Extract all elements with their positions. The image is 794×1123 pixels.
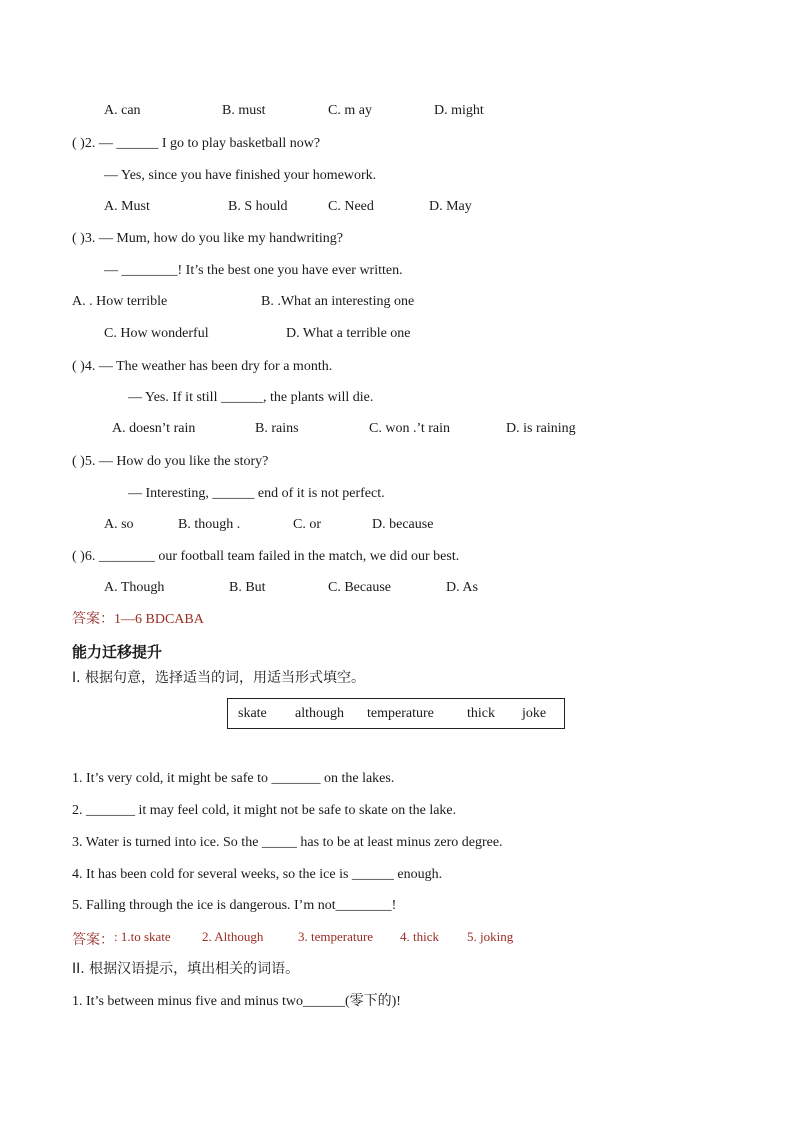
word-although: although [295, 706, 344, 721]
part1-item-5: 5. Falling through the ice is dangerous. I’m not________! [72, 898, 397, 913]
q1-option-a: A. can [104, 103, 141, 118]
part1-answer-label: 答案： [72, 933, 114, 948]
q4-option-d: D. is raining [506, 421, 576, 436]
q4-option-a: A. doesn’t rain [112, 421, 196, 436]
q3-option-c: C. How wonderful [104, 326, 209, 341]
part1-title: I. 根据句意，选择适当的词，用适当形式填空。 [72, 670, 366, 686]
word-thick: thick [467, 706, 495, 721]
q6-option-a: A. Though [104, 580, 165, 595]
q4-reply: — Yes. If it still ______, the plants will die. [128, 390, 374, 405]
q1-option-c: C. m ay [328, 103, 372, 118]
q3-option-d: D. What a terrible one [286, 326, 411, 341]
q3-question: ( )3. — Mum, how do you like my handwriting? [72, 231, 344, 246]
q1-option-b: B. must [222, 103, 266, 118]
q3-option-b: B. .What an interesting one [261, 294, 415, 309]
part1-item-3: 3. Water is turned into ice. So the _____ has to be at least minus zero degree. [72, 835, 503, 850]
part1-item-1: 1. It’s very cold, it might be safe to _______ on the lakes. [72, 771, 395, 786]
q6-question: ( )6. ________ our football team failed in the match, we did our best. [72, 549, 460, 564]
part1-answer-2: 2. Although [202, 929, 264, 944]
q2-option-a: A. Must [104, 199, 150, 214]
q2-option-b: B. S hould [228, 199, 288, 214]
word-joke: joke [522, 706, 547, 721]
q6-option-c: C. Because [328, 580, 391, 595]
q6-option-d: D. As [446, 580, 478, 595]
word-temperature: temperature [367, 706, 434, 721]
word-box [227, 698, 565, 729]
q2-question: ( )2. — ______ I go to play basketball now? [72, 136, 321, 151]
q5-option-d: D. because [372, 517, 434, 532]
q2-option-d: D. May [429, 199, 472, 214]
q6-option-b: B. But [229, 580, 266, 595]
q4-question: ( )4. — The weather has been dry for a month. [72, 359, 333, 374]
q4-option-b: B. rains [255, 421, 299, 436]
q5-option-c: C. or [293, 517, 321, 532]
q5-option-a: A. so [104, 517, 134, 532]
q3-reply: — ________! It’s the best one you have ever written. [104, 263, 403, 278]
q3-option-a: A. . How terrible [72, 294, 168, 309]
part1-answer-5: 5. joking [467, 929, 514, 944]
q5-question: ( )5. — How do you like the story? [72, 454, 269, 469]
word-skate: skate [238, 706, 267, 721]
part2-title: II. 根据汉语提示，填出相关的词语。 [72, 961, 300, 977]
part1-item-2: 2. _______ it may feel cold, it might not be safe to skate on the lake. [72, 803, 457, 818]
part1-answer-1: : 1.to skate [114, 929, 171, 944]
q5-reply: — Interesting, ______ end of it is not perfect. [128, 486, 385, 501]
part1-answer-3: 3. temperature [298, 929, 374, 944]
q1-option-d: D. might [434, 103, 484, 118]
section-title: 能力迁移提升 [72, 643, 163, 661]
q5-option-b: B. though . [178, 517, 241, 532]
part1-item-4: 4. It has been cold for several weeks, so the ice is ______ enough. [72, 867, 443, 882]
part2-item-1: 1. It’s between minus five and minus two______(零下的)! [72, 994, 401, 1009]
q2-option-c: C. Need [328, 199, 374, 214]
q2-reply: — Yes, since you have finished your homework. [104, 168, 377, 183]
q4-option-c: C. won .’t rain [369, 421, 451, 436]
part1-answer-4: 4. thick [400, 929, 439, 944]
answer-1-6: 答案：1—6 BDCABA [72, 612, 204, 627]
